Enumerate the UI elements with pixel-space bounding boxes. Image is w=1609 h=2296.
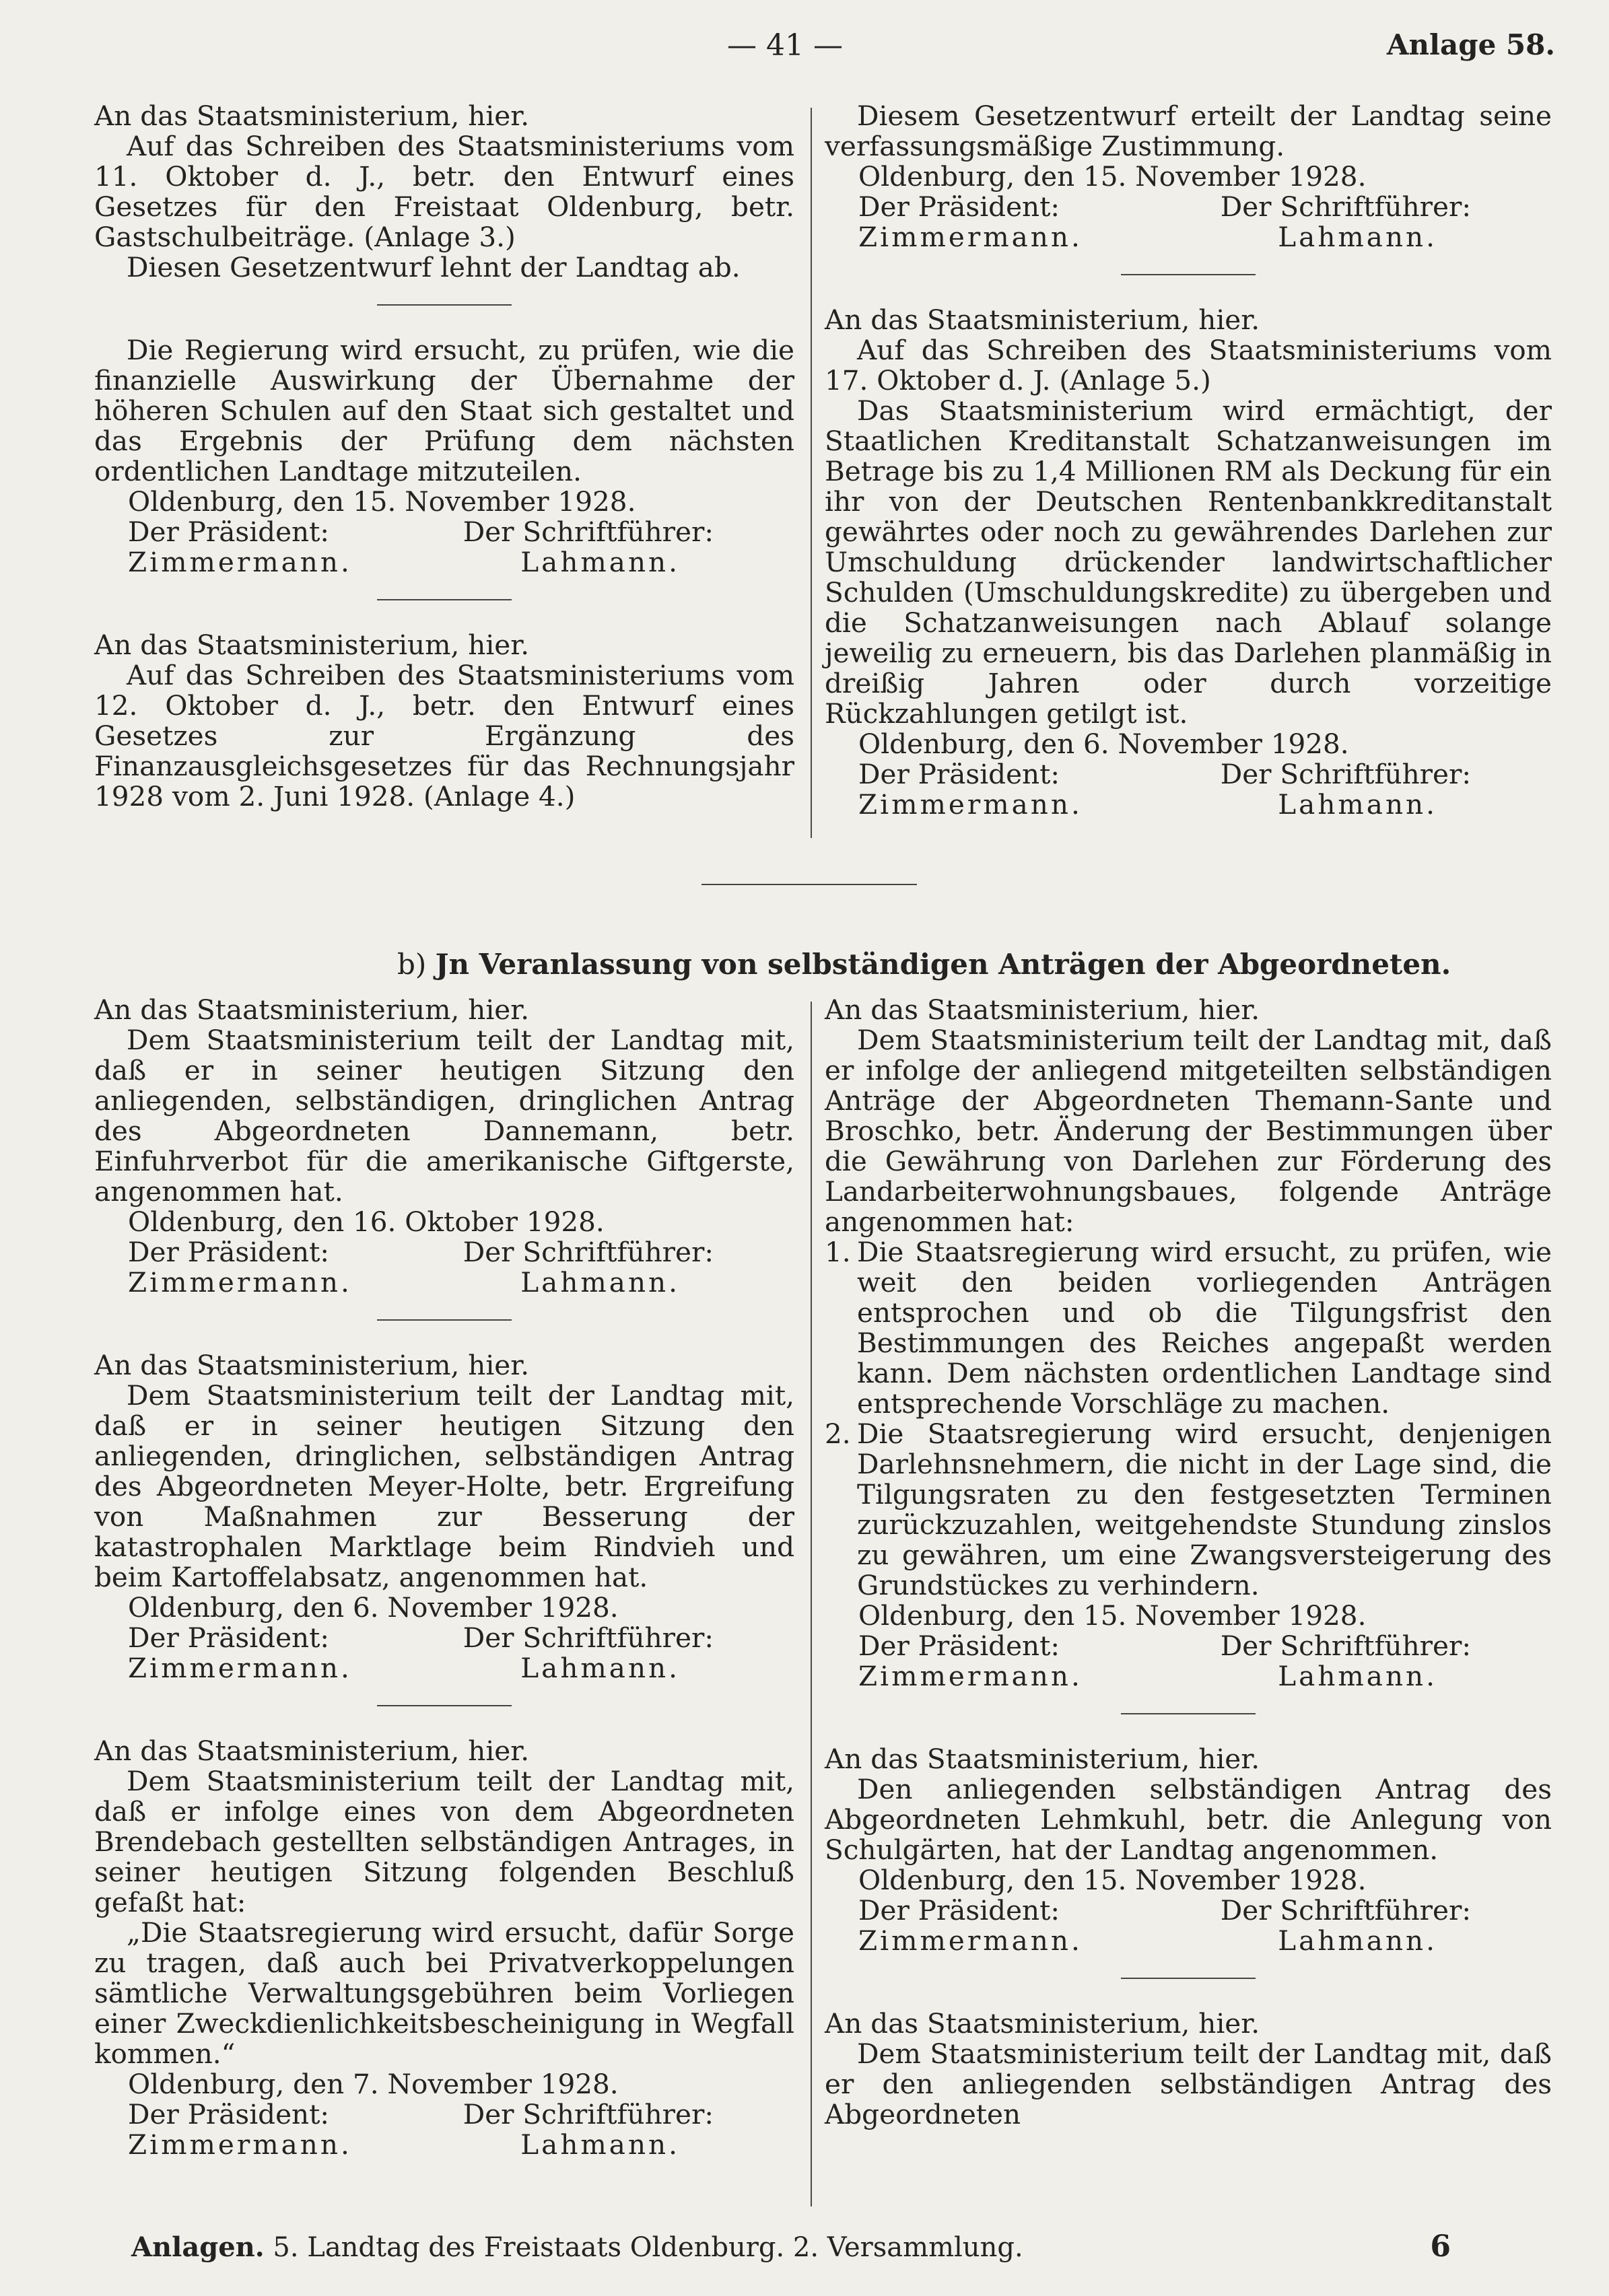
president-name: Zimmermann. xyxy=(858,788,1083,821)
bottom-right-column xyxy=(825,995,1552,2130)
address-line: An das Staatsministerium, hier. xyxy=(825,2007,1260,2040)
president-label: Der Präsident: xyxy=(128,516,330,548)
address-line: An das Staatsministerium, hier. xyxy=(825,994,1260,1026)
president-label: Der Präsident: xyxy=(858,1630,1060,1662)
letter-block xyxy=(825,1744,1552,1956)
date-line: Oldenburg, den 6. November 1928. xyxy=(858,728,1349,760)
letter-block xyxy=(825,2009,1552,2130)
president-label: Der Präsident: xyxy=(128,1622,330,1654)
signature-names xyxy=(94,2130,794,2160)
president-label: Der Präsident: xyxy=(128,2098,330,2130)
letter-block xyxy=(825,305,1552,820)
section-b-heading xyxy=(397,948,1451,981)
signature-labels xyxy=(825,1895,1552,1926)
section-divider xyxy=(701,884,917,885)
secretary-name: Lahmann. xyxy=(520,546,680,578)
body-paragraph: Auf das Schreiben des Staatsministeriums vom 12. Oktober d. J., betr. den Entwurf eines Gesetzes zur Ergänzung des Finanzausgleichsgesetzes für das Rechnungsjahr 1928 vom 2. Juni 1928. (Anlage 4.) xyxy=(94,659,794,812)
signature-names xyxy=(825,1661,1552,1692)
body-paragraph: Auf das Schreiben des Staatsministeriums vom 11. Oktober d. J., betr. den Entwurf eines Gesetzes für den Freistaat Oldenburg, betr. Gastschulbeiträge. (Anlage 3.) xyxy=(94,130,794,253)
date-line: Oldenburg, den 6. November 1928. xyxy=(128,1591,619,1624)
body-paragraph: Dem Staatsministerium teilt der Landtag mit, daß er infolge der anliegend mitgeteilten selbständigen Anträge der Abgeordneten Themann-Sante und Broschko, betr. Änderung der Bestimmungen über die Gewährung von Darlehen zur Förderung des Landarbeiterwohnungsbaues, folgende Anträge angenommen hat: xyxy=(825,1024,1552,1238)
item-number: 2. xyxy=(825,1418,851,1450)
body-paragraph: Dem Staatsministerium teilt der Landtag mit, daß er in seiner heutigen Sitzung den anliegenden, selbständigen, dringlichen Antrag des Abgeordneten Dannemann, betr. Einfuhrverbot für die amerikanische Giftgerste, angenommen hat. xyxy=(94,1024,794,1208)
secretary-name: Lahmann. xyxy=(1278,1924,1437,1957)
signature-labels xyxy=(94,1623,794,1653)
president-label: Der Präsident: xyxy=(858,190,1060,223)
item-text: Die Staatsregierung wird ersucht, zu prüfen, wie weit den beiden vorliegenden Anträgen entsprochen und ob die Tilgungsfrist den Bestimmungen des Reiches angepaßt werden kann. Dem nächsten ordentlichen Landtage sind entsprechende Vorschläge zu machen. xyxy=(857,1236,1552,1420)
secretary-name: Lahmann. xyxy=(1278,1660,1437,1692)
block-separator xyxy=(1121,274,1256,275)
secretary-label: Der Schriftführer: xyxy=(463,1236,714,1268)
date-line: Oldenburg, den 15. November 1928. xyxy=(858,1864,1367,1896)
block-separator xyxy=(377,304,512,306)
letter-block xyxy=(94,335,794,578)
address-line: An das Staatsministerium, hier. xyxy=(94,629,530,661)
address-line: An das Staatsministerium, hier. xyxy=(94,1735,530,1767)
secretary-name: Lahmann. xyxy=(520,1266,680,1298)
top-right-column xyxy=(825,101,1552,820)
page-number: — 41 — xyxy=(727,28,843,63)
item-number: 1. xyxy=(825,1236,851,1268)
secretary-label: Der Schriftführer: xyxy=(1220,190,1471,223)
block-separator xyxy=(377,599,512,600)
body-paragraph: Dem Staatsministerium teilt der Landtag mit, daß er den anliegenden selbständigen Antrag des Abgeordneten xyxy=(825,2038,1552,2130)
footer-text: 5. Landtag des Freistaats Oldenburg. 2. Versammlung. xyxy=(273,2232,1023,2263)
signature-labels xyxy=(825,1631,1552,1661)
secretary-label: Der Schriftführer: xyxy=(1220,1630,1471,1662)
secretary-name: Lahmann. xyxy=(520,1652,680,1684)
signature-labels xyxy=(94,2099,794,2130)
letter-block xyxy=(94,630,794,812)
address-line: An das Staatsministerium, hier. xyxy=(825,304,1260,336)
president-name: Zimmermann. xyxy=(858,221,1083,253)
block-separator xyxy=(1121,1713,1256,1714)
address-line: An das Staatsministerium, hier. xyxy=(825,1743,1260,1775)
president-name: Zimmermann. xyxy=(128,1652,352,1684)
letter-block xyxy=(94,1736,794,2160)
letter-block xyxy=(94,995,794,1298)
date-line: Oldenburg, den 15. November 1928. xyxy=(128,485,636,518)
secretary-label: Der Schriftführer: xyxy=(1220,1894,1471,1926)
body-paragraph: Das Staatsministerium wird ermächtigt, der Staatlichen Kreditanstalt Schatzanweisungen im Betrage bis zu 1,4 Millionen RM als Deckung für ein ihr von der Deutschen Rentenbankkreditanstalt gewährtes oder noch zu gewährendes Darlehen zur Umschuldung drückender landwirtschaftlicher Schulden (Umschuldungskredite) zu übergeben und die Schatzanweisungen nach Ablauf solange jeweilig zu erneuern, bis das Darlehen planmäßig in dreißig Jahren oder durch vorzeitige Rückzahlungen getilgt ist. xyxy=(825,394,1552,730)
president-label: Der Präsident: xyxy=(858,1894,1060,1926)
secretary-label: Der Schriftführer: xyxy=(1220,758,1471,790)
president-label: Der Präsident: xyxy=(858,758,1060,790)
section-b-title: Jn Veranlassung von selbständigen Anträgen der Abgeordneten. xyxy=(435,948,1451,981)
letter-block xyxy=(94,1350,794,1683)
block-separator xyxy=(377,1705,512,1706)
bottom-left-column xyxy=(94,995,794,2160)
numbered-item xyxy=(825,1419,1552,1601)
body-paragraph: Diesem Gesetzentwurf erteilt der Landtag seine verfassungsmäßige Zustimmung. xyxy=(825,100,1552,162)
secretary-name: Lahmann. xyxy=(1278,221,1437,253)
secretary-label: Der Schriftführer: xyxy=(463,1622,714,1654)
president-name: Zimmermann. xyxy=(858,1660,1083,1692)
signature-names xyxy=(94,547,794,578)
item-text: Die Staatsregierung wird ersucht, denjenigen Darlehnsnehmern, die nicht in der Lage sind, die Tilgungsraten zu den festgesetzten Terminen zurückzuzahlen, weitgehendste Stundung zinslos zu gewähren, um eine Zwangsversteigerung des Grundstückes zu verhindern. xyxy=(857,1418,1552,1601)
address-line: An das Staatsministerium, hier. xyxy=(94,100,530,132)
secretary-name: Lahmann. xyxy=(520,2128,680,2161)
signature-labels xyxy=(94,517,794,547)
letter-block xyxy=(825,995,1552,1692)
date-line: Oldenburg, den 15. November 1928. xyxy=(858,1599,1367,1632)
date-line: Oldenburg, den 16. Oktober 1928. xyxy=(128,1206,605,1238)
signature-names xyxy=(825,1926,1552,1956)
secretary-label: Der Schriftführer: xyxy=(463,516,714,548)
president-name: Zimmermann. xyxy=(128,2128,352,2161)
signature-names xyxy=(825,222,1552,252)
secretary-label: Der Schriftführer: xyxy=(463,2098,714,2130)
block-separator xyxy=(1121,1978,1256,1979)
president-label: Der Präsident: xyxy=(128,1236,330,1268)
body-paragraph: Den anliegenden selbständigen Antrag des Abgeordneten Lehmkuhl, betr. die Anlegung von Schulgärten, hat der Landtag angenommen. xyxy=(825,1773,1552,1866)
numbered-item xyxy=(825,1237,1552,1419)
signature-names xyxy=(825,790,1552,820)
body-paragraph: Dem Staatsministerium teilt der Landtag mit, daß er infolge eines von dem Abgeordneten Brendebach gestellten selbständigen Antrages, in seiner heutigen Sitzung folgenden Beschluß gefaßt hat: xyxy=(94,1765,794,1918)
date-line: Oldenburg, den 7. November 1928. xyxy=(128,2068,619,2100)
body-paragraph: Diesen Gesetzentwurf lehnt der Landtag ab. xyxy=(127,251,741,283)
secretary-name: Lahmann. xyxy=(1278,788,1437,821)
column-divider-bottom xyxy=(811,1002,812,2206)
signature-names xyxy=(94,1653,794,1683)
footer-label: Anlagen. xyxy=(131,2231,265,2263)
anlage-label: Anlage 58. xyxy=(1386,28,1555,61)
signature-labels xyxy=(825,759,1552,790)
address-line: An das Staatsministerium, hier. xyxy=(94,994,530,1026)
body-paragraph: Dem Staatsministerium teilt der Landtag mit, daß er in seiner heutigen Sitzung den anliegenden, dringlichen, selbständigen Antrag des Abgeordneten Meyer-Holte, betr. Ergreifung von Maßnahmen zur Besserung der katastrophalen Marktlage beim Rindvieh und beim Kartoffelabsatz, angenommen hat. xyxy=(94,1379,794,1593)
body-paragraph: Auf das Schreiben des Staatsministeriums vom 17. Oktober d. J. (Anlage 5.) xyxy=(825,334,1552,396)
president-name: Zimmermann. xyxy=(128,546,352,578)
top-left-column xyxy=(94,101,794,812)
president-name: Zimmermann. xyxy=(128,1266,352,1298)
letter-block xyxy=(825,101,1552,252)
block-separator xyxy=(377,1319,512,1321)
sheet-number: 6 xyxy=(1430,2229,1451,2264)
body-paragraph: Die Regierung wird ersucht, zu prüfen, wie die finanzielle Auswirkung der Übernahme der höheren Schulen auf den Staat sich gestaltet und das Ergebnis der Prüfung dem nächsten ordentlichen Landtage mitzuteilen. xyxy=(94,334,794,487)
body-paragraph: „Die Staatsregierung wird ersucht, dafür Sorge zu tragen, daß auch bei Privatverkoppelungen sämtliche Verwaltungsgebühren beim Vorliegen einer Zweckdienlichkeitsbescheinigung in Wegfall kommen.“ xyxy=(94,1916,794,2070)
address-line: An das Staatsministerium, hier. xyxy=(94,1349,530,1381)
president-name: Zimmermann. xyxy=(858,1924,1083,1957)
letter-block xyxy=(94,101,794,283)
signature-labels xyxy=(825,192,1552,222)
signature-names xyxy=(94,1267,794,1298)
footer xyxy=(131,2231,1023,2263)
column-divider-top xyxy=(811,108,812,838)
section-b-prefix: b) xyxy=(397,948,427,981)
signature-labels xyxy=(94,1237,794,1267)
date-line: Oldenburg, den 15. November 1928. xyxy=(858,160,1367,193)
